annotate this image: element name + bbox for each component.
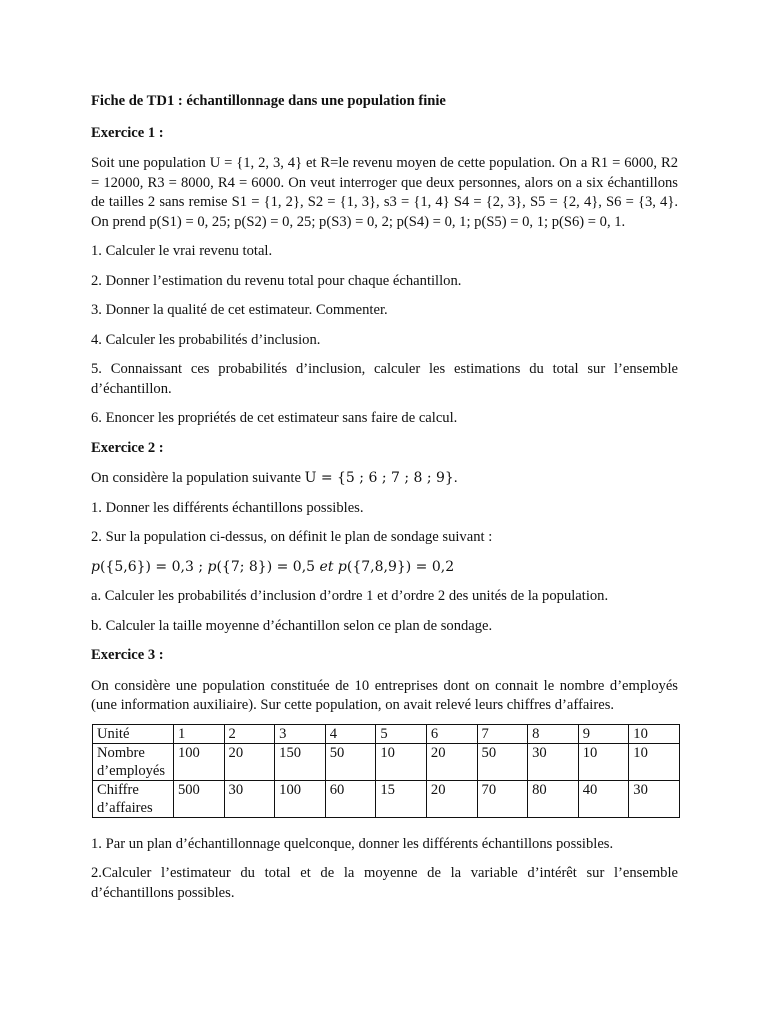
formula-p3: p bbox=[337, 558, 347, 575]
exercise-2-intro-end: . bbox=[453, 470, 458, 486]
table-cell: 30 bbox=[224, 780, 275, 817]
table-cell: 6 bbox=[426, 724, 477, 743]
exercise-3-question-1: 1. Par un plan d’échantillonnage quelconque, donner les différents échantillons possibles. bbox=[91, 835, 614, 852]
formula-sample-2: ({7; 8}) = 0,5 bbox=[216, 558, 320, 575]
table-row-units bbox=[93, 724, 680, 743]
formula-p2: p bbox=[207, 558, 217, 575]
table-cell: 30 bbox=[528, 743, 579, 780]
table-row-employees bbox=[93, 743, 680, 780]
exercise-1-question-4: 4. Calculer les probabilités d’inclusion. bbox=[91, 331, 321, 348]
table-cell: 30 bbox=[629, 780, 680, 817]
formula-p1: p bbox=[91, 558, 100, 575]
exercise-1-question-5: 5. Connaissant ces probabilités d’inclusion, calculer les estimations du total sur l’ensemble d’échantillon. bbox=[91, 361, 678, 397]
exercise-2-question-b: b. Calculer la taille moyenne d’échantillon selon ce plan de sondage. bbox=[91, 617, 493, 634]
formula-et: et bbox=[319, 558, 338, 575]
table-cell: 100 bbox=[173, 743, 224, 780]
table-cell: 4 bbox=[325, 724, 376, 743]
table-cell: 10 bbox=[629, 724, 680, 743]
formula-sample-1: ({5,6}) = 0,3 ; bbox=[99, 558, 208, 575]
formula-sample-3: ({7,8,9}) = 0,2 bbox=[346, 558, 455, 575]
row-label-unit: Unité bbox=[93, 724, 174, 743]
table-cell: 150 bbox=[275, 743, 326, 780]
table-cell: 50 bbox=[325, 743, 376, 780]
exercise-3-intro: On considère une population constituée de 10 entreprises dont on connait le nombre d’employés (une information auxiliaire). Sur cette population, on avait relevé leurs chiffres d’affaires. bbox=[91, 677, 678, 713]
exercise-2-question-2: 2. Sur la population ci-dessus, on définit le plan de sondage suivant : bbox=[91, 529, 493, 545]
table-cell: 80 bbox=[528, 780, 579, 817]
row-label-employees: Nombre d’employés bbox=[93, 743, 174, 780]
exercise-1-question-1: 1. Calculer le vrai revenu total. bbox=[91, 243, 273, 259]
exercise-1-heading: Exercice 1 : bbox=[91, 124, 164, 141]
table-row-revenue bbox=[93, 780, 680, 817]
exercise-1-question-6: 6. Enoncer les propriétés de cet estimateur sans faire de calcul. bbox=[91, 410, 458, 426]
table-cell: 500 bbox=[173, 780, 224, 817]
table-cell: 60 bbox=[325, 780, 376, 817]
exercise-2-question-1: 1. Donner les différents échantillons possibles. bbox=[91, 499, 364, 516]
exercise-1-question-2: 2. Donner l’estimation du revenu total pour chaque échantillon. bbox=[91, 272, 462, 289]
exercise-1-question-3: 3. Donner la qualité de cet estimateur. Commenter. bbox=[91, 302, 388, 318]
table-cell: 10 bbox=[629, 743, 680, 780]
table-cell: 7 bbox=[477, 724, 528, 743]
table-cell: 9 bbox=[578, 724, 629, 743]
table-cell: 2 bbox=[224, 724, 275, 743]
exercise-2-intro bbox=[91, 469, 678, 489]
table-cell: 40 bbox=[578, 780, 629, 817]
table-cell: 5 bbox=[376, 724, 427, 743]
sampling-plan-formula bbox=[91, 558, 678, 578]
table-cell: 20 bbox=[426, 780, 477, 817]
table-cell: 20 bbox=[426, 743, 477, 780]
document-title: Fiche de TD1 : échantillonnage dans une population finie bbox=[91, 93, 446, 109]
table-cell: 10 bbox=[578, 743, 629, 780]
table-cell: 15 bbox=[376, 780, 427, 817]
table-cell: 50 bbox=[477, 743, 528, 780]
table-cell: 20 bbox=[224, 743, 275, 780]
exercise-3-heading: Exercice 3 : bbox=[91, 647, 164, 663]
exercise-1-intro: Soit une population U = {1, 2, 3, 4} et R=le revenu moyen de cette population. On a R1 = 6000, R2 = 12000, R3 = 8000, R4 = 6000. On veut interroger que deux personnes, alors on a six échantillons de tailles 2 sans remise S1 = {1, 2}, S2 = {1, 3}, s3 = {1, 4} S4 = {2, 3}, S5 = {2, 4}, S6 = {3, 4}. On prend p(S1) = 0, 25; p(S2) = 0, 25; p(S3) = 0, 2; p(S4) = 0, 1; p(S5) = 0, 1; p(S6) = 0, 1. bbox=[91, 155, 678, 230]
exercise-2-heading: Exercice 2 : bbox=[91, 439, 164, 456]
table-cell: 100 bbox=[275, 780, 326, 817]
exercise-2-intro-text: On considère la population suivante bbox=[91, 470, 305, 486]
table-cell: 8 bbox=[528, 724, 579, 743]
population-set-formula: U = {5 ; 6 ; 7 ; 8 ; 9} bbox=[304, 470, 454, 486]
exercise-2-question-a: a. Calculer les probabilités d’inclusion d’ordre 1 et d’ordre 2 des unités de la population. bbox=[91, 588, 609, 604]
table-cell: 10 bbox=[376, 743, 427, 780]
document-page bbox=[91, 92, 678, 913]
row-label-revenue: Chiffre d’affaires bbox=[93, 780, 174, 817]
table-cell: 3 bbox=[275, 724, 326, 743]
table-cell: 1 bbox=[173, 724, 224, 743]
exercise-3-question-2: 2.Calculer l’estimateur du total et de la moyenne de la variable d’intérêt sur l’ensemble d’échantillons possibles. bbox=[91, 865, 678, 901]
companies-table bbox=[92, 724, 680, 818]
table-cell: 70 bbox=[477, 780, 528, 817]
